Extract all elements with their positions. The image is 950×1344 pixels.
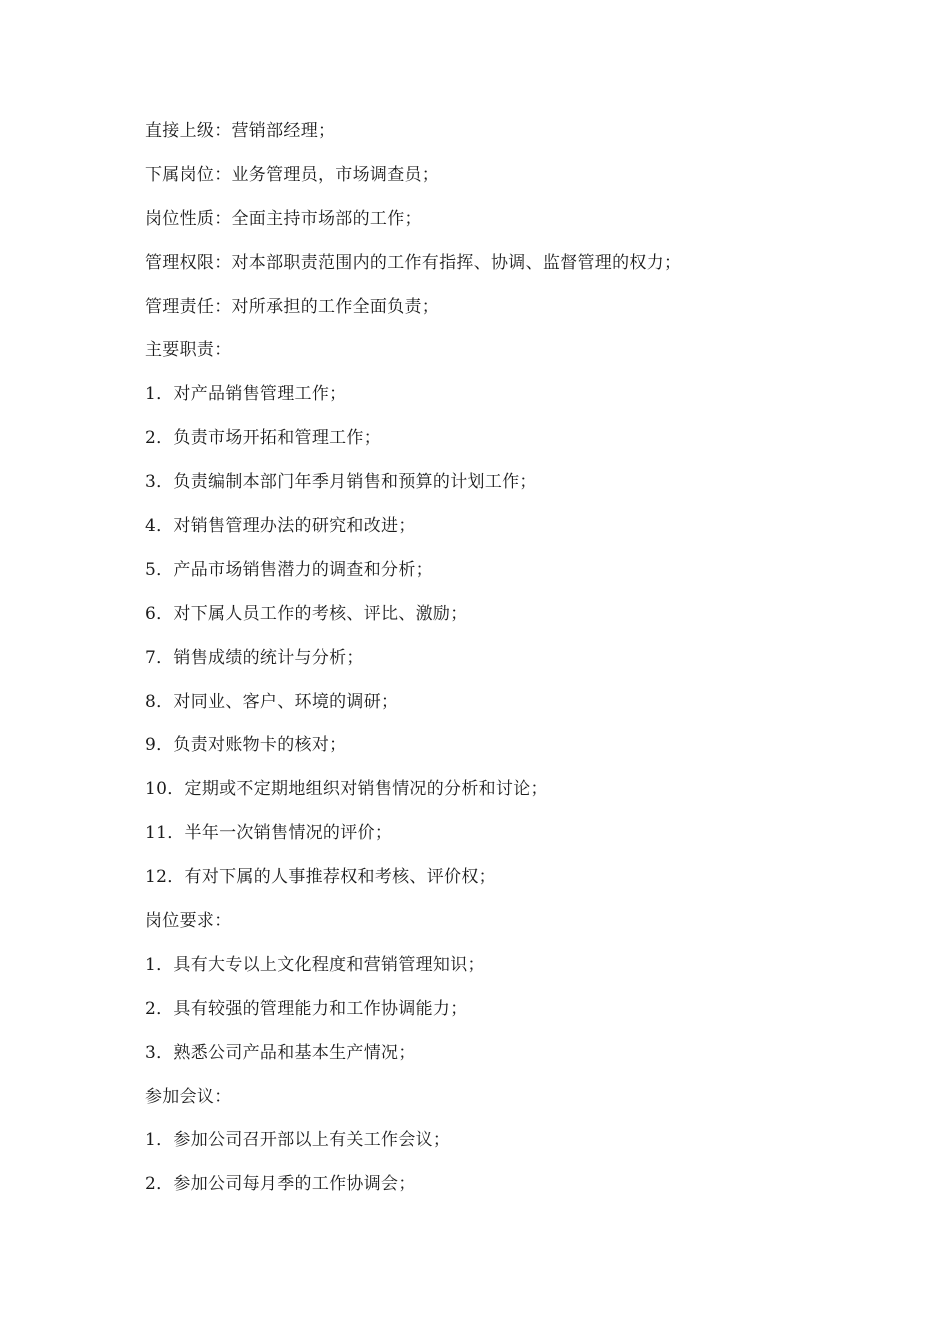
direct-superior-line: 直接上级：营销部经理；	[145, 121, 336, 141]
management-authority-line: 管理权限：对本部职责范围内的工作有指挥、协调、监督管理的权力；	[145, 252, 682, 273]
duty-item: 9．负责对账物卡的核对；	[145, 735, 347, 756]
management-responsibility-line: 管理责任：对所承担的工作全面负责；	[145, 296, 440, 317]
duty-item: 5．产品市场销售潜力的调查和分析；	[145, 559, 433, 580]
duty-item: 3．负责编制本部门年季月销售和预算的计划工作；	[145, 472, 537, 493]
requirements-heading: 岗位要求：	[145, 911, 232, 932]
requirement-item: 1．具有大专以上文化程度和营销管理知识；	[145, 954, 485, 975]
duty-item: 10．定期或不定期地组织对销售情况的分析和讨论；	[145, 779, 548, 800]
duty-item: 12．有对下属的人事推荐权和考核、评价权；	[145, 867, 496, 888]
meeting-item: 1．参加公司召开部以上有关工作会议；	[145, 1130, 451, 1151]
subordinate-positions-line: 下属岗位：业务管理员，市场调查员；	[145, 164, 440, 185]
meetings-heading: 参加会议：	[145, 1086, 232, 1107]
duty-item: 1．对产品销售管理工作；	[145, 384, 347, 405]
duty-item: 2．负责市场开拓和管理工作；	[145, 428, 382, 449]
requirement-item: 2．具有较强的管理能力和工作协调能力；	[145, 998, 468, 1019]
duty-item: 4．对销售管理办法的研究和改进；	[145, 516, 416, 537]
duty-item: 8．对同业、客户、环境的调研；	[145, 691, 399, 712]
duty-item: 11．半年一次销售情况的评价；	[145, 823, 393, 844]
duty-item: 7．销售成绩的统计与分析；	[145, 647, 364, 668]
meeting-item: 2．参加公司每月季的工作协调会；	[145, 1174, 416, 1195]
document-body	[145, 110, 905, 1207]
position-nature-line: 岗位性质：全面主持市场部的工作；	[145, 208, 422, 229]
duty-item: 6．对下属人员工作的考核、评比、激励；	[145, 603, 468, 624]
requirement-item: 3．熟悉公司产品和基本生产情况；	[145, 1042, 416, 1063]
main-duties-heading: 主要职责：	[145, 340, 232, 361]
